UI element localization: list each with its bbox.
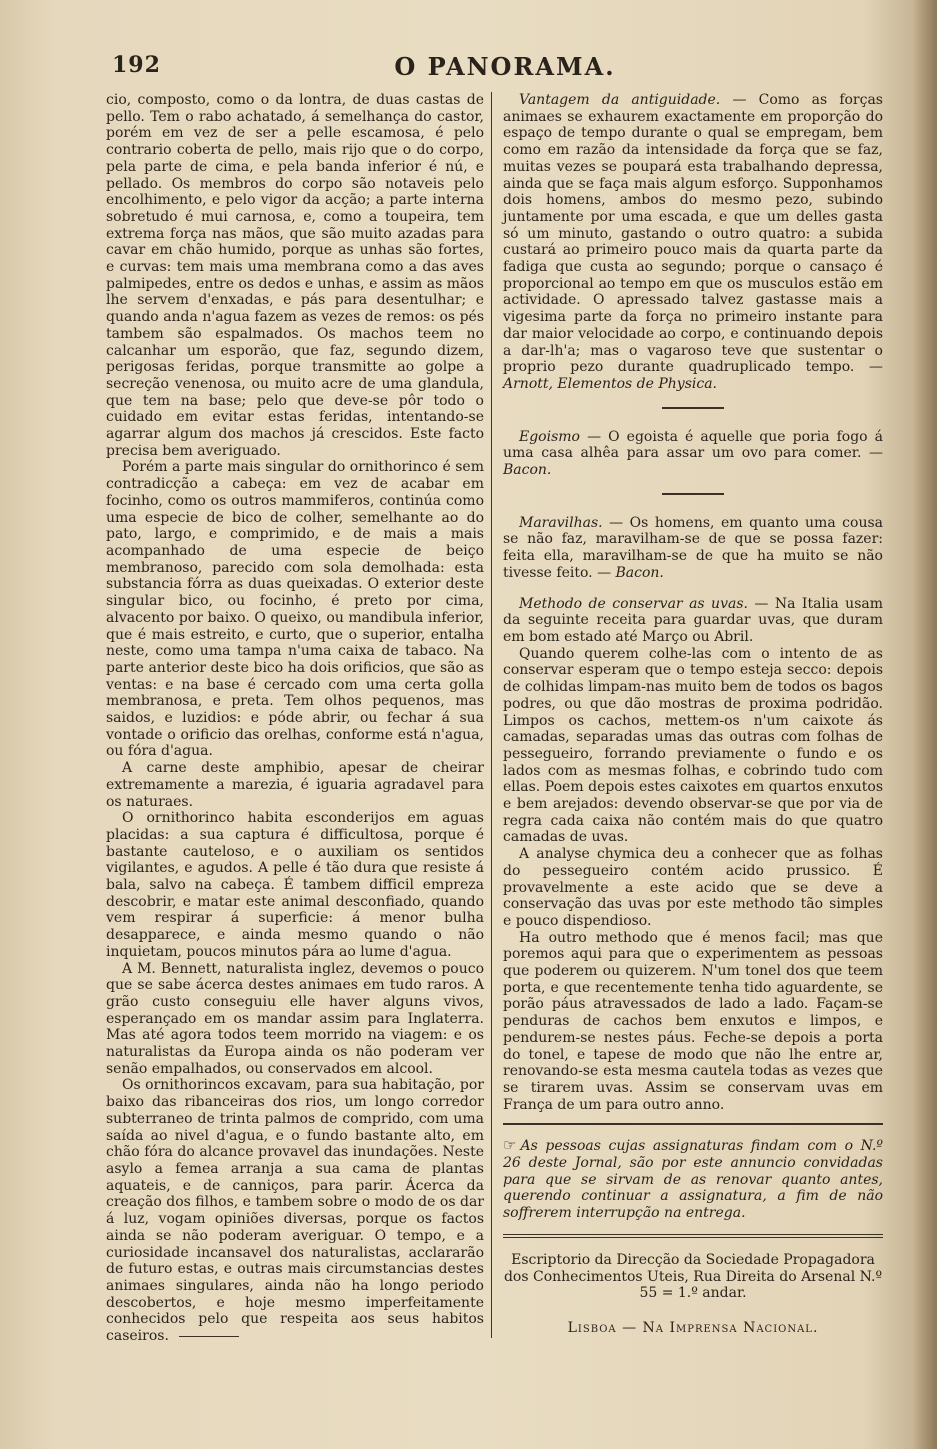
section-rule (503, 1123, 883, 1125)
paragraph-text: Os ornithorincos excavam, para sua habitação, por baixo das ribanceiras dos rios, um longo corredor subterraneo de trinta palmos de comprido, com uma saída ao nivel d'agua, e o fundo bastante alto, em chão fóra do alcance provavel das inundações. Neste asylo a femea arranja a sua cama de plantas aquateis, e de canniços, para parir. Ácerca da creação dos filhos, e tambem sobre o modo de os dar á luz, vogam opiniões diversas, porque os factos ainda se não poderam averiguar. O tempo, e a curiosidade incansavel dos naturalistas, acclararão de futuro estas, e outras mais circumstancias destes animaes singulares, ainda não ha longo periodo descobertos, e hoje mesmo imperfeitamente conhecidos pelo que respeita aos seus habitos caseiros. (106, 1077, 484, 1345)
article-title: Methodo de conservar as uvas. (519, 595, 748, 612)
left-column (106, 92, 484, 1345)
notice-text: As pessoas cujas assignaturas findam com o N.º 26 deste Jornal, são por este annuncio convidadas para que se sirvam de as renovar quanto antes, querendo continuar a assignatura, a fim de não soffrerem interrupção na entrega. (503, 1138, 883, 1222)
paragraph: A analyse chymica deu a conhecer que as folhas do pessegueiro contém acido prussico. É provavelmente a este acido que se deve a conservação das uvas por este methodo tão simples e pouco dispendioso. (503, 846, 883, 929)
page-number: 192 (112, 52, 161, 78)
section-rule (662, 493, 724, 495)
paragraph: Ha outro methodo que é menos facil; mas que poremos aqui para que o experimentem as pessoas que poderem ou quizerem. N'um tonel dos que teem porta, e que recentemente tenha tido aguardente, se porão páus atravessados de lado a lado. Façam-se penduras de cachos bem enxutos e limpos, e pendurem-se nestes páus. Feche-se depois a porta do tonel, e tapese de modo que não lhe entre ar, renovando-se esta mesma cautela todas as vezes que se tirarem uvas. Assim se conservam uvas em França de um para outro anno. (503, 929, 883, 1113)
article-text: — Como as forças animaes se exhaurem exactamente em proporção do espaço de tempo durante o qual se empregam, bem como em razão da intensidade da força que se faz, muitas vezes se poupará esta trabalhando depressa, ainda que se faça mais algum esforço. Supponhamos dois homens, ambos do mesmo pezo, subindo juntamente por uma escada, e que um delles gasta só um minuto, gastando o outro quatro: a subida custará ao primeiro pouco mais da quarta parte da fadiga que custa ao segundo; porque o cansaço é proporcional ao tempo em que os musculos estão em actividade. O apressado talvez gastasse mais a vigesima parte da força no primeiro instante para dar maior velocidade ao corpo, e continuando depois a dar-lh'a; mas o vagaroso teve que sustentar o proprio pezo durante quadruplicado tempo. (503, 92, 883, 376)
journal-title: O PANORAMA. (394, 52, 616, 81)
article-vantagem (503, 92, 883, 393)
pointing-hand-icon: ☞ (503, 1136, 517, 1155)
page-header (110, 50, 900, 86)
column-divider (491, 92, 492, 1338)
paragraph: A carne deste amphibio, apesar de cheirar extremamente a marezia, é iguaria agradavel para os naturaes. (106, 760, 484, 810)
article-text: — Na Italia usam da seguinte receita para guardar uvas, que duram em bom estado até Março ou Abril. (503, 595, 883, 645)
page-edge (911, 0, 937, 1449)
article-title: Maravilhas. (519, 514, 603, 531)
spacer (503, 582, 883, 596)
article-source: — Bacon. (597, 564, 664, 581)
article-title: Egoismo (519, 428, 580, 445)
imprint: Lisboa — Na Imprensa Nacional. (567, 1320, 819, 1336)
article-title: Vantagem da antiguidade. (519, 92, 721, 108)
paragraph: Quando querem colhe-las com o intento de as conservar esperam que o tempo esteja secco: depois de colhidas limpam-nas muito bem de todos os bagos podres, ou que dão mostras de proxima podridão. Limpos os cachos, mettem-os n'um caixote ás camadas, separadas umas das outras com folhas de pessegueiro, forrando previamente o fundo e os lados com as mesmas folhas, e cobrindo tudo com ellas. Poem depois estes caixotes em quartos enxutos e bem arejados: devendo observar-se que por via de regra cada caixa não contém mais do que quatro camadas de uvas. (503, 645, 883, 846)
article-text: — O egoista é aquelle que poria fogo á uma casa alhêa para assar um ovo para comer. (503, 428, 884, 462)
article-egoismo (503, 429, 883, 479)
paragraph: A M. Bennett, naturalista inglez, devemos o pouco que se sabe ácerca destes animaes em tudo raros. A grão custo conseguiu elle haver alguns vivos, esperançado em os mandar assim para Inglaterra. Mas até agora todos teem morrido na viagem: e os naturalistas da Europa ainda os não poderam ver senão empalhados, ou conservados em alcool. (106, 960, 484, 1077)
article-text: — Os homens, em quanto uma cousa se não faz, maravilham-se de que se possa fazer: feita ella, maravilham-se de que ha muito se não tivesse feito. (503, 514, 884, 581)
paragraph-last (106, 1077, 484, 1344)
office-address: Escriptorio da Direcção da Sociedade Propagadora dos Conhecimentos Uteis, Rua Direita do Arsenal N.º 55 = 1.º andar. (503, 1251, 883, 1302)
article-methodo (503, 596, 883, 646)
article-source: — Bacon. (503, 445, 884, 479)
paragraph: cio, composto, como o da lontra, de duas castas de pello. Tem o rabo achatado, á semelhança do castor, porém em vez de ser a pelle escamosa, é pelo contrario coberta de pello, mais rijo que o do corpo, pela parte de cima, e pela banda inferior é nú, e pellado. Os membros do corpo são notaveis pelo encolhimento, e pelo vigor da acção; a parte interna sobretudo é mui carnosa, e, como a toupeira, tem extrema força nas mãos, que são muito azadas para cavar em chão humido, porque as unhas são fortes, e curvas: tem mais uma membrana como a das aves palmipedes, entre os dedos e unhas, e assim as mãos lhe servem d'enxadas, e pás para desentulhar; e quando anda n'agua fazem as vezes de remos: os pés tambem são espalmados. Os machos teem no calcanhar um esporão, que faz, segundo dizem, perigosas feridas, porque transmitte ao golpe a secreção venenosa, ou muito acre de uma glandula, que tem na base; pelo que deve-se pôr todo o cuidado em evitar estas feridas, intentando-se agarrar algum dos machos já crescidos. Este facto precisa bem averiguado. (106, 92, 484, 459)
end-rule (179, 1336, 239, 1337)
right-column (503, 92, 883, 1337)
paragraph: O ornithorinco habita esconderijos em aguas placidas: a sua captura é difficultosa, porque é bastante cauteloso, e o auxiliam os sentidos vigilantes, e agudos. A pelle é tão dura que resiste á bala, salvo na cabeça. É tambem difficil empreza descobrir, e matar este animal desconfiado, quando vem respirar á superficie: á menor bulha desapparece, e ainda mesmo quando o não inquietam, poucos minutos pára ao lume d'agua. (106, 810, 484, 960)
section-rule (662, 407, 724, 409)
article-source: — Arnott, Elementos de Physica. (503, 359, 884, 392)
subscription-notice (503, 1137, 883, 1222)
article-maravilhas (503, 515, 883, 582)
double-rule (503, 1234, 883, 1238)
paragraph: Porém a parte mais singular do ornithorinco é sem contradicção a cabeça: em vez de acabar em focinho, como os outros mammiferos, continúa como uma especie de bico de colher, semelhante ao do pato, largo, e comprimido, e de mais a mais acompanhado de uma especie de beiço membranoso, parecido com sola demolhada: esta substancia fórra as duas queixadas. O exterior deste singular bico, ou focinho, é preto por cima, alvacento por baixo. O queixo, ou mandibula inferior, que é mais estreito, e curto, que o superior, entalha neste, como uma tampa n'uma caixa de tabaco. Na parte anterior deste bico ha dois orificios, que são as ventas: e na base é cercado com uma certa golla membranosa, e preta. Tem olhos pequenos, mas saidos, e luzidios: e póde abrir, ou fechar á sua vontade o orificio das orelhas, conforme está n'agua, ou fóra d'agua. (106, 459, 484, 760)
